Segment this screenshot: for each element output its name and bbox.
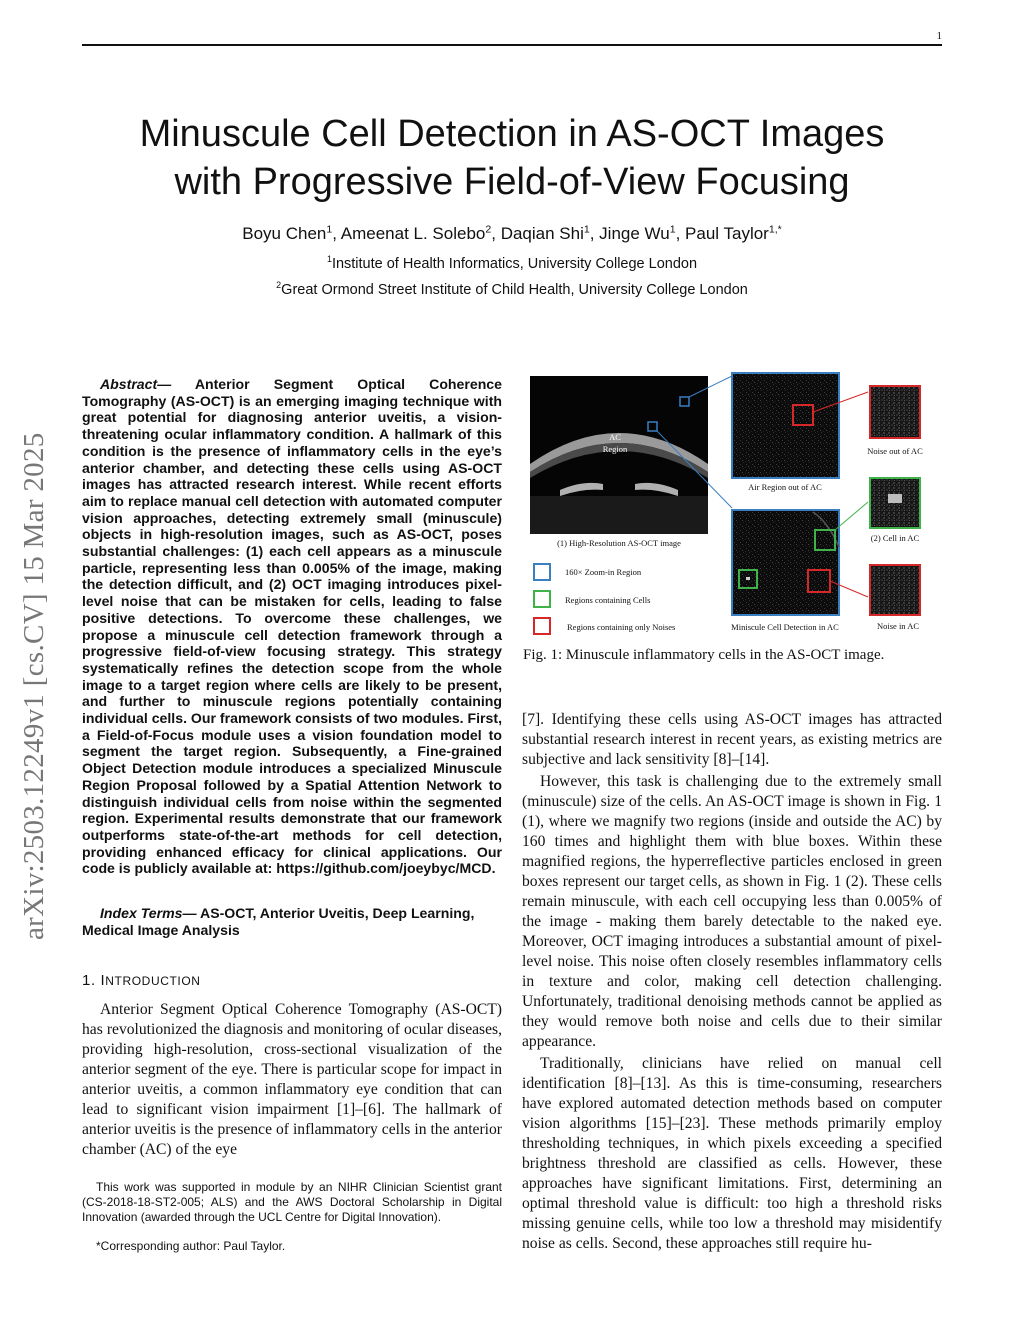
index-terms-text: AS-OCT, Anterior Uveitis, Deep Learning, Medical Image Analysis [82, 905, 475, 938]
affiliation [82, 256, 942, 272]
noise-out-label: Noise out of AC [867, 446, 923, 456]
ac-zoom [732, 510, 839, 615]
legend-label: 160× Zoom-in Region [565, 567, 642, 577]
legend-label: Regions containing only Noises [567, 622, 676, 632]
legend-swatch-red [534, 618, 550, 634]
abstract-label: Abstract— [100, 376, 172, 392]
miniscule-detection-label: Miniscule Cell Detection in AC [731, 622, 839, 632]
abstract-text: Anterior Segment Optical Coherence Tomography (AS-OCT) is an emerging imaging technique with great potential for diagnosing anterior uveitis, a vision-threatening ocular inflammatory condition. A hallmark of this condition is the presence of inflammatory cells in the eye’s anterior chamber, and detecting these cells using AS-OCT images has attracted research interest. While recent efforts aim to replace manual cell detection with automated computer vision approaches, detecting extremely small (minuscule) objects in high-resolution images, such as AS-OCT, poses substantial challenges: (1) each cell appears as a minuscule particle, representing less than 0.005% of the image, making the detection difficult, and (2) OCT imaging introduces pixel-level noise that can be mistaken for cells, leading to false positive detections. To overcome these challenges, we propose a minuscule cell detection framework through a progressive field-of-view focusing strategy. This strategy systematically refines the detection scope from the whole image to a target region where cells are likely to be present, and further to minuscule regions potentially containing individual cells. Our framework consists of two modules. First, a Field-of-Focus module uses a vision foundation model to segment the target region. Subsequently, a Fine-grained Object Detection module introduces a specialized Minuscule Region Proposal followed by a Spatial Attention Network to distinguish individual cells from noise within the segmented region. Experimental results demonstrate that our framework outperforms state-of-the-art methods for cell detection, providing enhanced efficacy for clinical applications. Our code is publicly available at: https://github.com/joeybyc/MCD. [82, 376, 502, 877]
author-name: Daqian Shi [500, 224, 584, 243]
funding-footnote: This work was supported in module by an NIHR Clinician Scientist grant (CS-2018-18-ST2-005; ALS) and the AWS Doctoral Scholarship in Digital Innovation (awarded through the UCL Centre for Digital Innovation). [82, 1180, 502, 1224]
author-name: Boyu Chen [242, 224, 327, 243]
arxiv-stamp: arXiv:2503.12249v1 [cs.CV] 15 Mar 2025 [18, 432, 50, 940]
author-name: Jinge Wu [599, 224, 670, 243]
body-paragraph: Traditionally, clinicians have relied on manual cell identification [8]–[13]. As this is time-consuming, researchers have explored automated detection methods based on computer vision algorithms [15]–[23]. These methods primarily employ thresholding techniques, in which pixels exceeding a specified brightness threshold are classified as cells. However, these approaches have significant limitations. First, determining an optimal threshold value is difficult: too high a threshold risks missing genuine cells, while too low a threshold may misidentify noise as cells. Second, these approaches still require hu- [522, 1055, 942, 1252]
page-number: 1 [936, 30, 942, 42]
author-list: Boyu Chen$^1$, Ameenat L. Solebo$^2$, Daqian Shi$^1$, Jinge Wu$^1$, Paul Taylor$^{1,*}$ [242, 223, 782, 243]
affiliation-sup: 1 [326, 254, 332, 265]
cell-in-ac-label: (2) Cell in AC [870, 533, 920, 543]
figure-1 [523, 372, 943, 638]
affiliation-text: Institute of Health Informatics, University College London [331, 256, 698, 272]
noise-in-thumbnail [870, 565, 920, 615]
legend-swatch-green [534, 591, 550, 607]
author-affil-sup: 1 [669, 223, 676, 236]
section-heading-introduction [82, 972, 201, 989]
ac-region-label: AC [609, 432, 621, 442]
affiliation-sup: 2 [276, 280, 282, 291]
author-name: Ameenat L. Solebo [340, 224, 486, 243]
header-rule [82, 44, 942, 46]
corresponding-author-note: *Corresponding author: Paul Taylor. [96, 1239, 286, 1253]
index-terms-label: Index Terms— [100, 905, 197, 921]
author-name: Paul Taylor [685, 224, 769, 243]
author-affil-sup: 1 [583, 223, 590, 236]
section-title-rest: NTRODUCTION [105, 974, 201, 988]
high-res-label: (1) High-Resolution AS-OCT image [557, 538, 681, 548]
figure-legend [534, 564, 675, 634]
air-region-zoom [732, 373, 839, 478]
air-region-label: Air Region out of AC [748, 482, 822, 492]
body-paragraph: However, this task is challenging due to the extremely small (minuscule) size of the cells. An AS-OCT image is shown in Fig. 1 (1), where we magnify two regions (inside and outside the AC) by 160 times and highlight them with blue boxes. Within these magnified regions, the hyperreflective particles enclosed in green boxes represent our target cells, as shown in Fig. 1 (2). These cells remain minuscule, with each cell occupying less than 0.005% of the image - making them barely detectable to the naked eye. Moreover, OCT imaging introduces a substantial amount of pixel-level noise. This noise often closely resembles inflammatory cells in texture and color, making cell detection challenging. Unfortunately, traditional denoising methods cannot be applied as they would remove both noise and cells due to their similar appearance. [522, 773, 942, 1050]
title-line-1: Minuscule Cell Detection in AS-OCT Images [139, 113, 885, 155]
oct-image [530, 376, 732, 534]
legend-label: Regions containing Cells [565, 595, 651, 605]
figure-caption: Fig. 1: Minuscule inflammatory cells in the AS-OCT image. [523, 647, 885, 663]
intro-paragraph: Anterior Segment Optical Coherence Tomography (AS-OCT) has revolutionized the diagnosis and monitoring of ocular diseases, providing high-resolution, cross-sectional visualization of the anterior segment of the eye. There is particular scope for impact in anterior uveitis, a common inflammatory eye condition that can lead to significant vision impairment [1]–[6]. The hallmark of anterior uveitis is the presence of inflammatory cells in the anterior chamber (AC) of the eye [82, 1001, 502, 1158]
affiliation-text: Great Ormond Street Institute of Child Health, University College London [281, 282, 748, 298]
index-terms [82, 905, 502, 938]
noise-in-ac-label: Noise in AC [876, 621, 920, 631]
abstract [82, 376, 502, 877]
paper-title [82, 110, 942, 206]
affiliation [82, 282, 942, 298]
section-title-first: I [100, 972, 106, 989]
legend-swatch-blue [534, 564, 550, 580]
author-affil-sup: 1,* [768, 223, 782, 236]
body-paragraph: [7]. Identifying these cells using AS-OCT images has attracted substantial research interest in recent years, as existing metrics are subjective and lack sensitivity [8]–[14]. [522, 711, 942, 768]
author-affil-sup: 1 [326, 223, 333, 236]
ac-region-label: Region [602, 444, 628, 454]
author-affil-sup: 2 [485, 223, 492, 236]
title-line-2: with Progressive Field-of-View Focusing [174, 161, 850, 203]
section-number: 1. [82, 972, 96, 989]
noise-out-thumbnail [870, 386, 920, 438]
